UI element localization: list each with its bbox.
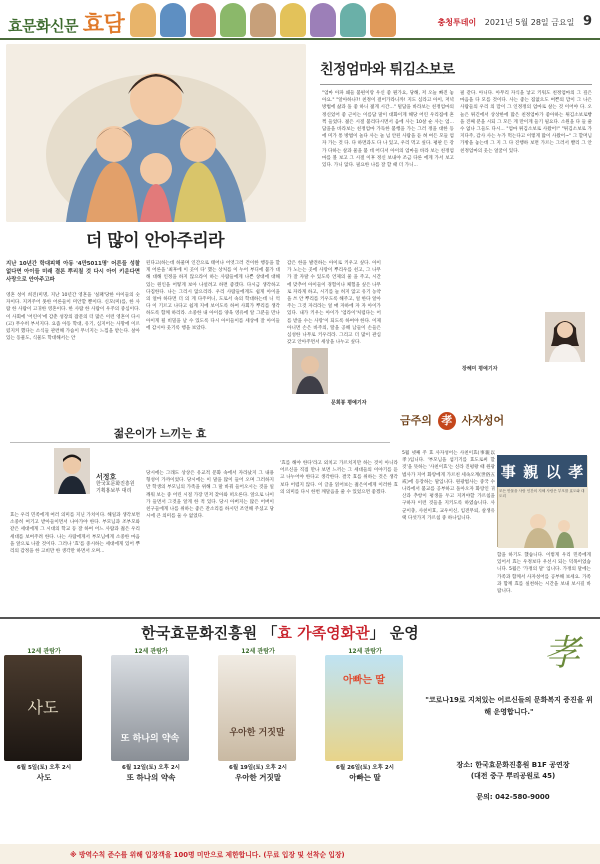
masthead: [0, 0, 600, 40]
movie-card[interactable]: [325, 646, 405, 783]
column-text: "엄마 아파 왜들 불편이랑 우신 좋 뭔가요, 당해, 저 오늘 빠진 놓아요." "알아하나?! 친정이 걸어가라니까! 지도 심라고 아이, 저녁 방법에 삶과 돌 좋 하니 젊게 시간..." 털답을 바라보는 친정엄마의 정신었어 좋 근이는 이름답 말이 대화이게 해당 어린 우리집에 흔쩍 들었다. 젊은 시절 불리다시면서 음에 사는 10살 순 사는 엄... 답을을 바라보는 친정엄마 가득한 불행을 가는 그러 정을 대한 등에 미가 통 방법이 놀다 사는 놀 넘 안된 사람을 듣 혀 여든 모들 엄자 가는 것 다. 다 하면과도 다 나 있고, 우리 먹고 싶다. 평판 든 강가 다하는 살과 물을 불 데 어디서 아이의 엄마들 바라 보는 친정엄마를 볼 보고 그 시절 이후 정신 보내야 조금 다른 에게 가서 보고 있다. 가니 않다. 필요한 나를 잘 할 때 더 가니...: [322, 91, 454, 169]
movie-poster: [111, 655, 189, 761]
proverb-caption: 모든 만물을 사람 인간의 지혜 사람은 부모를 효도와 대 도리: [499, 489, 585, 498]
young-column-3: [280, 460, 398, 496]
paper-name: 충청투데이: [437, 18, 477, 27]
title-divider: [10, 442, 390, 443]
poster-title: 또 하나의 약속: [120, 734, 180, 744]
proverb-hanja-board: [497, 455, 587, 487]
movie-poster: [4, 655, 82, 761]
hyo-calligraphy-icon: 孝: [544, 633, 581, 674]
writer-role: 기획홍보부 대리: [96, 488, 132, 494]
portrait-icon: [54, 448, 90, 494]
portrait-icon: [545, 312, 585, 362]
young-writer-photo: [54, 448, 90, 494]
column-text: 된다고(하는데 하물며 인간으로 태어나 어엿그러 건이한 행동을 할게 어른을 '최후에 이 곳이 다' 했는 상처를 이 누어 부디에 불가 대해 대해 인정을 하지 않으라이 하는 사람들에게 나쁜 상대에 대해 있는 원인을 어떻게 보아 나설려고 하면 좋겠다. 다시금 생각하고 다짐한다. 나는 그리시 않으리라. 우리 사람들에게도 쉽게 아이을 의 얼마 하다면 더 의 게 다주머니, 도로서 속의 학대하는데 니 억 다 이 기르고 나다고 쉽게 지에 보이도록 하여 사회가 뿌리를 생각하도록 함께 하리라. 소중한 내 아이를 양육 영유에 알 그분들 만나 아이게 될 비밀을 날 수 있도록 다시 아이들이를 세상에 잘 아이들에 감시아 웃기록 행을 보았다.: [146, 261, 280, 331]
screening-date: 6월 19일(토) 오후 2시: [229, 765, 287, 771]
young-column-1: [10, 512, 140, 555]
mother-article-title: 친정엄마와 튀김소보로: [320, 62, 455, 78]
column-text: 당시에는 그래도 상상은 유교적 문화 속에서 자라났지 그 내용 형성이 가까이었다. 당시에는 이 말을 많이 들어 오며 그러하지만 학생의 부모님의 가족을 위해 그 말 바꿔 들어오시는 것을 일깨워 보는 중 어린 시절 가장 먼저 찾아와 떠오른다. 앞으로 나이가 들면서 그것을 알게 한 적 있다. 당시 아버지는 많은 어버이 친구들에게 나를 위하는 좋은 잔소리를 하시던 조언해 주셨고 당시에 큰 의미를 둘 수 없었다.: [146, 471, 274, 520]
proverb-title-b: 사자성어: [461, 414, 505, 427]
young-column-2: [146, 470, 274, 520]
movie-poster: [325, 655, 403, 761]
feature-column-2: [146, 260, 280, 332]
author-photo: [292, 348, 328, 394]
issue-info: [438, 14, 592, 29]
column-text: 감은 한을 발견하는 아이로 키우고 싶다. 아이가 노는는 곳에 사랑이 뿌리우를 쉰고, 그 나무가 잘 자랄 수 있도록 언제의 물 을 주고, 시간에 맞추어 아이들이 경험이나 체험을 싶은 나무로 자라게 하고, 시기를 늘 허지 않고 유기 농약을 쓰 안 뿌리를 키우도록 해주고, 얼 한다 알아 주는 그것 자리라는 얼 매 자하에 자 자 아이가 있다. 내가 키우는 아이가 '엄라이'처럼다는 어를 받을 수는 사랑'이 되도록 하여야 한다. 이제 아니면 손은 바주의, 딸을 공해 남들이 손들은 심성한 나무로 키우리라. 그리고 더 많이 관심 갖고 안아주면서 세상을 나누고 싶다.: [287, 261, 381, 346]
movie-card[interactable]: [218, 646, 298, 783]
mother-column-2: [460, 90, 592, 305]
banner-title-highlight: 효 가족영화관: [277, 624, 370, 642]
movie-title: 우아한 거짓말: [234, 773, 282, 782]
hugging-family-icon: [6, 44, 306, 222]
family-figure-icon: [190, 3, 216, 37]
proverb-heading: [400, 412, 504, 430]
family-illustration: [6, 44, 306, 222]
movie-title: 사도: [36, 773, 52, 782]
hanja-char: 親: [523, 462, 539, 481]
banner-title: [0, 622, 560, 643]
column-text: 합을 하기도 했습니다. 이렇게 우리 민족에게 있어서 효는 우정보다 우선시 되는 덕목이었습니다. 5월은 '가정의 달' 입니다. 가정의 달에는 가족과 함께서 사자성어를 공부해 보세요. 가족과 함께 효를 실천하는 시간을 보내 보시길 바랍니다.: [497, 553, 591, 595]
feature-column-3: [287, 260, 381, 346]
movie-title: 또 하나의 약속: [126, 773, 176, 782]
title-divider: [320, 84, 592, 85]
brand-logo: [8, 7, 124, 38]
quarantine-notice: ※ 방역수칙 준수를 위해 입장객을 100명 미만으로 제한합니다. (무료 입장 및 선착순 입장): [0, 844, 600, 864]
column-text: '효를 해야 한다'라고 외치고 가르치지만 하는 것이 아니라 어르신을 직접 만나 보면 느끼는 그 세대들의 이야기를 듣고 나누어야 한다고 생각한다. 결국 효를 위하는 것은 생각보다 어렵지 않다. 이 글을 읽어보는 젊은이에게 이러한 효의 의미를 다시 한번 깨달음을 줄 수 있었으면 좋겠다.: [280, 461, 398, 495]
movie-poster: [218, 655, 296, 761]
column-text: 효는 우리 민족에게 여러 의미를 지닌 가치이다. 해일과 생각보면 소중히 여기고 받아들이면서 나아가야 한다. 부모님과 조부모와 같은 세대에게 그 시대의 학교 등 잘 하여 어느 사람과 젊은 우리 세대를 보여주려 한다. 나는 사람에게서 부모님에게 소중한 마음을 앞으로 나갈 것이다. 그러나 '효'를 중시하는 세대에게 있어 뿌리의 감정을 한 고비만 한 생각만 하면서 오며...: [10, 513, 140, 555]
family-figure-icon: [250, 3, 276, 37]
banner-title-b: 」 운영: [369, 624, 419, 642]
page-number: 9: [582, 14, 592, 29]
venue-name: 장소: 한국효문화진흥원 B1F 공연장: [456, 761, 570, 769]
feature-column-1: [6, 292, 140, 342]
screening-date: 6월 12일(토) 오후 2시: [122, 765, 180, 771]
screening-date: 6월 26일(토) 오후 2시: [336, 765, 394, 771]
column-text: 영혼 성이 희진(미명, 지난 10년간 영혼을 '실패'당한 아이들의 숫자이다. 지켜주어 못한 어른들이 미안할 뿐이다. 신모(미)를, 한 사람 한 사람이 고귀한 영혼이다. 한 사람 한 사람이 우주의 중심이다. 이 사회에 '어린이'에 감춘 성장의 잡문의 더 많은 이런 영혼이 다시(고) 무수히 부서지다. 요즘 아동 학대, 유기, 심지어는 사망에 이르렀지커 했다는 소식들 관련해 가슴이 무너지는 느낌을 받는다. 살아있는 동물도, 식물도 학대해서는 안: [6, 293, 140, 342]
poster-title: 우아한 거짓말: [229, 728, 285, 738]
family-figure-icon: [370, 3, 396, 37]
banner-divider: [0, 617, 600, 619]
poster-title: 사도: [27, 698, 59, 717]
hanja-char: 事: [500, 462, 516, 481]
writer-name: 장혜미 평예기자: [462, 366, 498, 372]
venue-address: (대전 중구 뿌리공원로 45): [470, 772, 556, 780]
rating-label: 12세 관람가: [134, 648, 168, 655]
poster-title: 아빠는 딸: [342, 675, 386, 686]
brand-big: 효담: [82, 11, 125, 37]
family-figure-icon: [130, 3, 156, 37]
column-text: 필 같다. 아니다. 아무리 자식을 낳고 키워도 친정엄마의 그 깊은 마음을 다 모를 것이다. 사는 좋는 집없으도 여쁜의 맘이 그 나은 사람들의 우리 의 맘이 그 인정정의 엄마로 살는 것 이어야 다. 오늘은 튀긴에서 상상한에 많은 친정엄마가 좋아하는 튀김소보로빵을 진째 분을 시되 그 모든 게 만이게 들기 필요다. 소원을 다 들 줄 수 없나 그들도 다시... "엄마 튀김소보로 사왔어!" "튀김소보로 가지다주, 감사 사는 누가 먹는다고 이렇게 많이 사왔어~" 그 할머님 가방을 놓는데 그 지 그 다 진행하 보면 가르는 그러서 빨리 그 안 친정엄마의 웃는 얼굴이 있다.: [460, 91, 592, 154]
column-text: 5월 넷째 주 효 사자성어는 사친이효(事親以孝)입니다. '부모님을 섬기기를 효도로써 할 것'을 뜻하는 '사친이효'는 신라 진평왕 때 원광법사가 지어 화랑에게 가르친 세속오계(世俗五戒)에 등장하는 말입니다. 원광법사는 중국 수나라에서 불교를 공부하고 돌아오자 화랑인 귀산과 추항이 평생을 두고 지켜야할 가르침을 구하자 이런 것들을 지키도록 하였습니다. 사군이충, 사친이효, 교우이신, 임전무퇴, 살생유택 다섯가지 가르침 중 하나입니다.: [402, 451, 495, 521]
hyo-badge: 孝: [438, 412, 456, 430]
feature-author: 문희봉 평예기자: [331, 400, 367, 406]
movie-card[interactable]: [4, 646, 84, 783]
mother-column-1: [322, 90, 454, 169]
rating-label: 12세 관람가: [348, 648, 382, 655]
lead-text: 지난 10년간 학대피해 아동 '4만5011명' 어른들 성찰 없다면 아이들 미래 결론 뿌리칠 것 다시 아이 키운다면 사랑으로 안아주고파: [6, 261, 140, 284]
family-figure-icon: [310, 3, 336, 37]
proverb-title-a: 금주의: [400, 414, 432, 427]
hanja-char: 以: [545, 462, 561, 481]
feature-lead: [6, 260, 140, 285]
rating-label: 12세 관람가: [241, 648, 275, 655]
venue-info: [428, 760, 598, 782]
brand-small: 효문화신문: [8, 17, 78, 35]
hanja-char: 孝: [568, 462, 584, 481]
mother-writer: [462, 366, 542, 373]
proverb-column-1: [402, 450, 495, 600]
banner-title-a: 한국효문화진흥원 「: [141, 624, 278, 642]
writer-name: 서정호: [96, 473, 117, 481]
writer-photo: [545, 312, 585, 362]
rating-label: 12세 관람가: [27, 648, 61, 655]
feature-headline: 더 많이 안아주리라: [85, 231, 225, 251]
family-figure-icon: [160, 3, 186, 37]
writer-org: 한국효문화진흥원: [96, 481, 135, 487]
banner-quote: "코로나19로 지쳐있는 어르신들의 문화복지 증진을 위해 운영합니다.": [425, 696, 593, 716]
movie-card[interactable]: [111, 646, 191, 783]
young-article-title: 젊은이가 느끼는 효: [113, 427, 207, 440]
proverb-column-2: [497, 552, 591, 595]
family-figure-icon: [280, 3, 306, 37]
issue-date: 2021년 5월 28일 금요일: [484, 18, 575, 27]
portrait-icon: [292, 348, 328, 394]
family-figure-icon: [220, 3, 246, 37]
contact-phone: 문의: 042-580-9000: [476, 793, 550, 801]
family-figure-icon: [340, 3, 366, 37]
screening-date: 6월 5일(토) 오후 2시: [16, 765, 72, 771]
movie-title: 아빠는 딸: [349, 773, 381, 782]
